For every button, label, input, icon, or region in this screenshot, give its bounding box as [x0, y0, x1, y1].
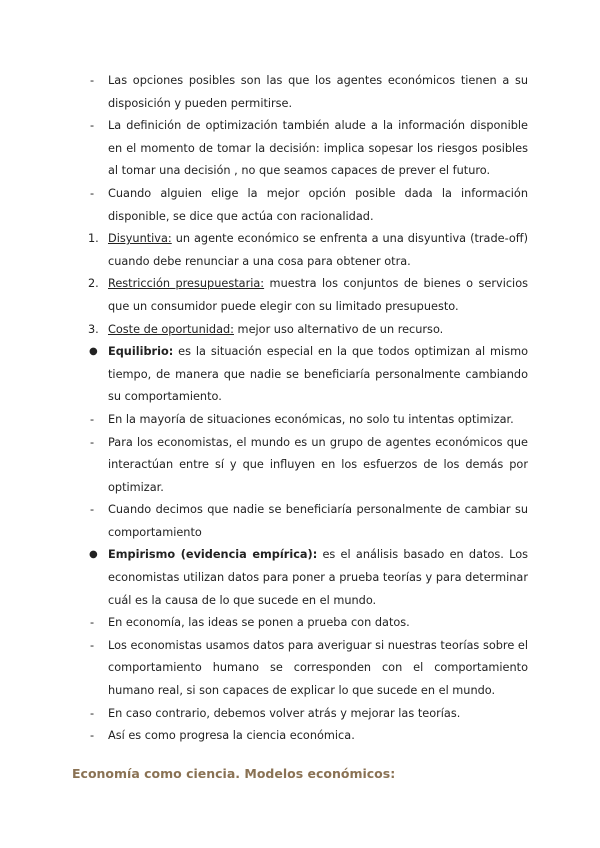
list-item	[90, 499, 528, 544]
term-label: Disyuntiva:	[108, 232, 172, 246]
list-item	[90, 183, 528, 228]
item-text: En caso contrario, debemos volver atrás y mejorar las teorías.	[108, 706, 461, 720]
dash-marker: -	[90, 706, 95, 720]
item-text: Cuando decimos que nadie se beneficiaría personalmente de cambiar su comportamiento	[108, 503, 528, 539]
list-item	[90, 544, 528, 612]
item-text: muestra los conjuntos de bienes o servicios que un consumidor puede elegir con su limitado presupuesto.	[108, 277, 528, 313]
dash-marker: -	[90, 503, 95, 517]
bullet-icon: ●	[89, 346, 98, 358]
list-item	[90, 228, 528, 273]
dash-marker: -	[90, 638, 95, 652]
item-text: es el análisis basado en datos. Los economistas utilizan datos para poner a prueba teorías y para determinar cuál es la causa de lo que sucede en el mundo.	[108, 548, 528, 607]
dash-marker: -	[90, 119, 95, 133]
item-text: La definición de optimización también alude a la información disponible en el momento de tomar la decisión: implica sopesar los riesgos posibles al tomar una decisión , no que seamos capaces de prever el futuro.	[108, 119, 528, 178]
dash-marker: -	[90, 616, 95, 630]
item-text: Así es como progresa la ciencia económica.	[108, 729, 355, 743]
content-list	[90, 70, 528, 748]
item-text: un agente económico se enfrenta a una disyuntiva (trade-off) cuando debe renunciar a una cosa para obtener otra.	[108, 232, 528, 268]
dash-marker: -	[90, 74, 95, 87]
list-item	[90, 703, 528, 726]
list-item	[90, 319, 528, 342]
list-item	[90, 409, 528, 432]
bullet-icon: ●	[89, 549, 98, 561]
dash-marker: -	[90, 412, 95, 426]
term-label: Equilibrio:	[108, 345, 174, 359]
dash-marker: -	[90, 186, 95, 200]
list-item	[90, 635, 528, 703]
item-number: 2.	[88, 277, 99, 291]
list-item	[90, 273, 528, 318]
item-text: En economía, las ideas se ponen a prueba con datos.	[108, 616, 410, 630]
term-label: Restricción presupuestaria:	[108, 277, 265, 291]
item-number: 3.	[88, 322, 99, 336]
term-label: Empirismo (evidencia empírica):	[108, 548, 318, 562]
list-item	[90, 432, 528, 500]
item-text: es la situación especial en la que todos optimizan al mismo tiempo, de manera que nadie se beneficiaría personalmente cambiando su comportamiento.	[108, 345, 528, 404]
list-item	[90, 341, 528, 409]
item-text: mejor uso alternativo de un recurso.	[233, 322, 444, 336]
dash-marker: -	[90, 729, 95, 743]
list-item	[90, 612, 528, 635]
item-number: 1.	[88, 232, 99, 246]
section-heading: Economía como ciencia. Modelos económicos:	[72, 765, 396, 781]
item-text: Cuando alguien elige la mejor opción posible dada la información disponible, se dice que actúa con racionalidad.	[108, 186, 528, 223]
item-text: Las opciones posibles son las que los agentes económicos tienen a su disposición y pueden permitirse.	[108, 74, 528, 110]
list-item	[90, 115, 528, 183]
list-item	[90, 70, 528, 115]
dash-marker: -	[90, 435, 95, 449]
item-text: Para los economistas, el mundo es un grupo de agentes económicos que interactúan entre sí y que influyen en los esfuerzos de los demás por optimizar.	[108, 435, 528, 494]
list-item	[90, 725, 528, 748]
term-label: Coste de oportunidad:	[108, 322, 234, 336]
item-text: Los economistas usamos datos para averiguar si nuestras teorías sobre el comportamiento humano se corresponden con el comportamiento humano real, si son capaces de explicar lo que sucede en el mundo.	[108, 638, 528, 698]
item-text: En la mayoría de situaciones económicas, no solo tu intentas optimizar.	[108, 412, 514, 426]
